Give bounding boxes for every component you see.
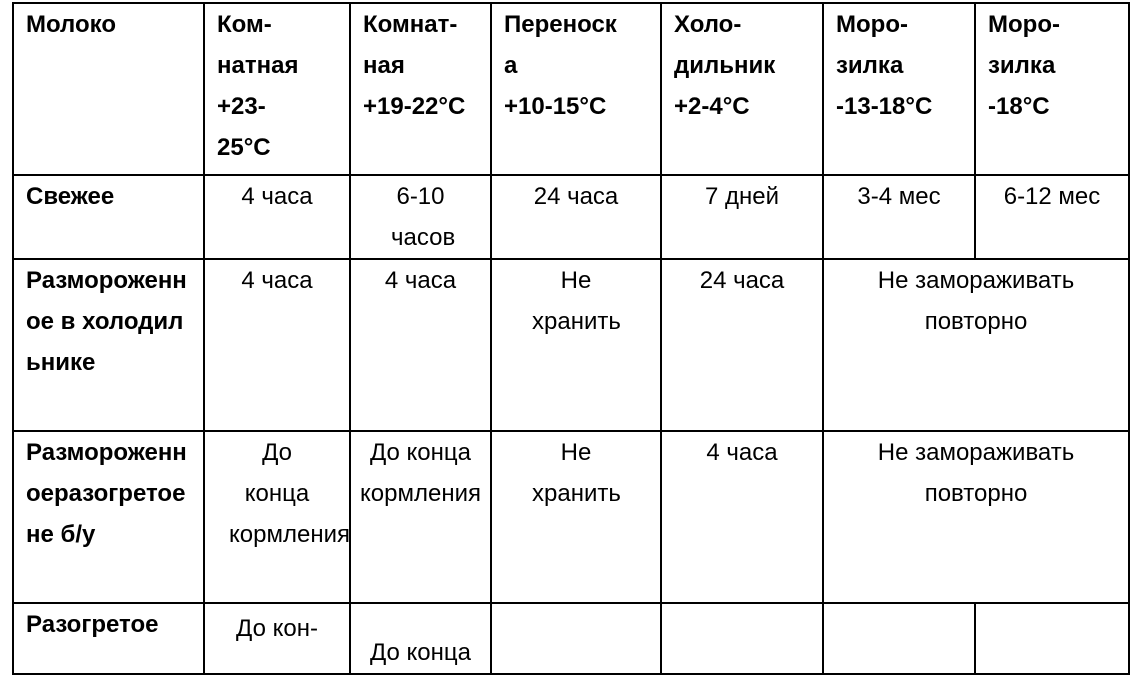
table-row (13, 603, 1129, 674)
table-cell: 24 часа (491, 175, 661, 259)
row-header-fresh: Свежее (13, 175, 204, 259)
table-cell: 4 часа (661, 431, 823, 603)
table-cell-merged: Не замораживать повторно (823, 431, 1129, 603)
column-header-freezer-18: Моро- зилка -18°C (975, 3, 1129, 175)
table-cell: 4 часа (204, 175, 350, 259)
corner-header: Молоко (13, 3, 204, 175)
table-row (13, 431, 1129, 603)
table-cell-merged: Не замораживать повторно (823, 259, 1129, 431)
table-row (13, 259, 1129, 431)
table-cell: 6-10 часов (350, 175, 491, 259)
table-cell: Не хранить (491, 431, 661, 603)
row-header-thawed-warmed: Размороженноеразогретое не б/у (13, 431, 204, 603)
table-cell: До кон- (204, 603, 350, 674)
column-header-fridge: Холо- дильник +2-4°C (661, 3, 823, 175)
table-cell: 24 часа (661, 259, 823, 431)
row-header-warmed: Разогретое (13, 603, 204, 674)
header-row (13, 3, 1129, 175)
table-cell (823, 603, 975, 674)
column-header-room-19-22: Комнат- ная +19-22°C (350, 3, 491, 175)
table-cell: 4 часа (204, 259, 350, 431)
table-cell: До конца кормления (204, 431, 350, 603)
table-cell: 7 дней (661, 175, 823, 259)
table-cell: 6-12 мес (975, 175, 1129, 259)
table-cell (975, 603, 1129, 674)
table-cell: 3-4 мес (823, 175, 975, 259)
table-cell (491, 603, 661, 674)
milk-storage-table (12, 2, 1130, 675)
column-header-carrier: Переноск а +10-15°C (491, 3, 661, 175)
row-header-thawed-fridge: Размороженное в холодильнике (13, 259, 204, 431)
table-row (13, 175, 1129, 259)
table-cell (661, 603, 823, 674)
table-cell: До конца (350, 603, 491, 674)
table-cell: До конца кормления (350, 431, 491, 603)
table-cell: 4 часа (350, 259, 491, 431)
column-header-freezer-13-18: Моро- зилка -13-18°C (823, 3, 975, 175)
column-header-room-23-25: Ком- натная +23- 25°C (204, 3, 350, 175)
table-cell: Не хранить (491, 259, 661, 431)
